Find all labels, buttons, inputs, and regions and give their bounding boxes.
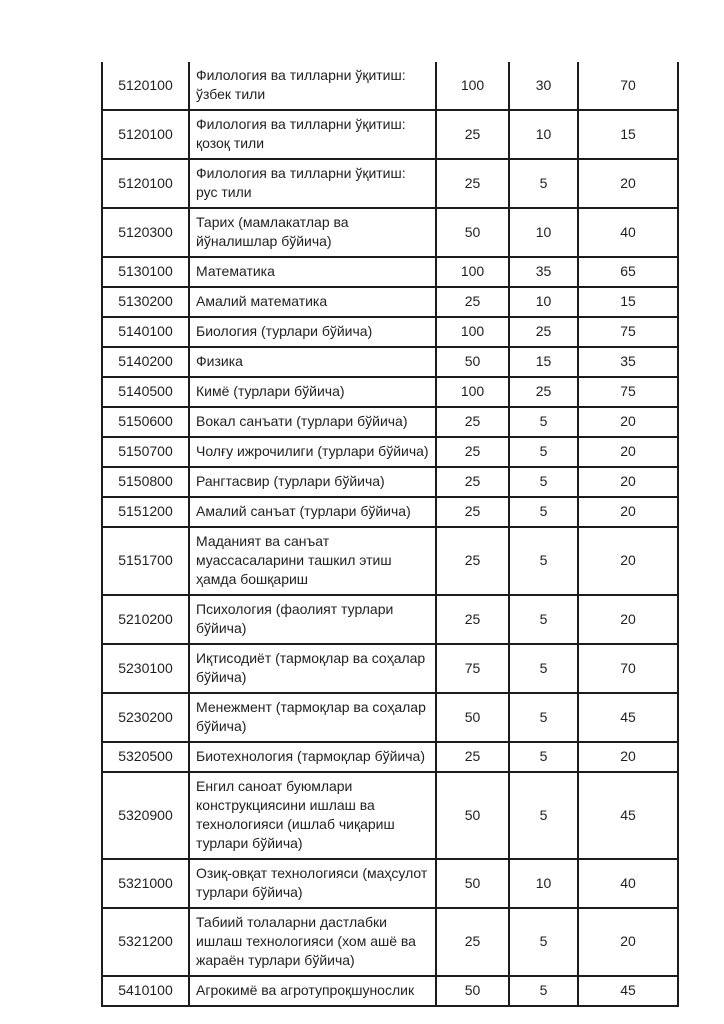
value-cell-1: 50 <box>436 693 509 742</box>
table-row <box>102 377 678 407</box>
value-cell-3: 40 <box>578 859 678 908</box>
code-cell: 5130100 <box>102 257 189 287</box>
value-cell-3: 20 <box>578 497 678 527</box>
name-cell: Амалий санъат (турлари бўйича) <box>189 497 436 527</box>
value-cell-2: 5 <box>509 497 578 527</box>
code-cell: 5151700 <box>102 527 189 595</box>
table-row <box>102 257 678 287</box>
value-cell-2: 5 <box>509 437 578 467</box>
value-cell-2: 5 <box>509 467 578 497</box>
value-cell-1: 50 <box>436 208 509 257</box>
table-row <box>102 317 678 347</box>
table-row <box>102 527 678 595</box>
code-cell: 5140100 <box>102 317 189 347</box>
code-cell: 5320500 <box>102 742 189 772</box>
name-cell: Рангтасвир (турлари бўйича) <box>189 467 436 497</box>
code-cell: 5210200 <box>102 595 189 644</box>
code-cell: 5120100 <box>102 62 189 110</box>
value-cell-3: 20 <box>578 407 678 437</box>
value-cell-3: 20 <box>578 467 678 497</box>
name-cell: Енгил саноат буюмлари конструкциясини ишлаш ва технологияси (ишлаб чиқариш турлари бўйича) <box>189 772 436 859</box>
value-cell-2: 10 <box>509 110 578 159</box>
value-cell-1: 50 <box>436 976 509 1006</box>
name-cell: Озиқ-овқат технологияси (маҳсулот турлари бўйича) <box>189 859 436 908</box>
value-cell-3: 20 <box>578 159 678 208</box>
table-row <box>102 497 678 527</box>
code-cell: 5410100 <box>102 976 189 1006</box>
value-cell-1: 25 <box>436 742 509 772</box>
table-body <box>102 62 678 1006</box>
table-row <box>102 976 678 1006</box>
code-cell: 5150600 <box>102 407 189 437</box>
name-cell: Чолғу ижрочилиги (турлари бўйича) <box>189 437 436 467</box>
name-cell: Маданият ва санъат муассасаларини ташкил этиш ҳамда бошқариш <box>189 527 436 595</box>
value-cell-3: 75 <box>578 317 678 347</box>
name-cell: Табиий толаларни дастлабки ишлаш технологияси (хом ашё ва жараён турлари бўйича) <box>189 908 436 976</box>
value-cell-2: 10 <box>509 208 578 257</box>
table-row <box>102 595 678 644</box>
value-cell-3: 45 <box>578 976 678 1006</box>
table-row <box>102 437 678 467</box>
code-cell: 5140500 <box>102 377 189 407</box>
table-row <box>102 742 678 772</box>
value-cell-3: 20 <box>578 437 678 467</box>
value-cell-3: 70 <box>578 644 678 693</box>
value-cell-3: 20 <box>578 908 678 976</box>
value-cell-1: 25 <box>436 497 509 527</box>
value-cell-2: 25 <box>509 377 578 407</box>
value-cell-3: 20 <box>578 527 678 595</box>
value-cell-2: 5 <box>509 908 578 976</box>
value-cell-1: 25 <box>436 110 509 159</box>
table-row <box>102 772 678 859</box>
value-cell-2: 5 <box>509 407 578 437</box>
table-row <box>102 644 678 693</box>
code-cell: 5321000 <box>102 859 189 908</box>
value-cell-1: 25 <box>436 467 509 497</box>
code-cell: 5230200 <box>102 693 189 742</box>
value-cell-1: 100 <box>436 62 509 110</box>
code-cell: 5120100 <box>102 159 189 208</box>
value-cell-1: 25 <box>436 287 509 317</box>
name-cell: Кимё (турлари бўйича) <box>189 377 436 407</box>
value-cell-1: 50 <box>436 859 509 908</box>
table-row <box>102 693 678 742</box>
specialties-table <box>101 62 679 1007</box>
name-cell: Филология ва тилларни ўқитиш: қозоқ тили <box>189 110 436 159</box>
value-cell-1: 25 <box>436 407 509 437</box>
value-cell-3: 20 <box>578 742 678 772</box>
value-cell-3: 15 <box>578 110 678 159</box>
value-cell-3: 20 <box>578 595 678 644</box>
code-cell: 5120300 <box>102 208 189 257</box>
value-cell-2: 5 <box>509 644 578 693</box>
code-cell: 5130200 <box>102 287 189 317</box>
value-cell-2: 30 <box>509 62 578 110</box>
table-row <box>102 208 678 257</box>
code-cell: 5120100 <box>102 110 189 159</box>
table-row <box>102 62 678 110</box>
name-cell: Вокал санъати (турлари бўйича) <box>189 407 436 437</box>
table-row <box>102 287 678 317</box>
name-cell: Биотехнология (тармоқлар бўйича) <box>189 742 436 772</box>
value-cell-3: 35 <box>578 347 678 377</box>
code-cell: 5151200 <box>102 497 189 527</box>
value-cell-1: 25 <box>436 595 509 644</box>
value-cell-1: 50 <box>436 772 509 859</box>
name-cell: Филология ва тилларни ўқитиш: рус тили <box>189 159 436 208</box>
table-row <box>102 110 678 159</box>
value-cell-3: 45 <box>578 772 678 859</box>
table-row <box>102 467 678 497</box>
value-cell-1: 25 <box>436 437 509 467</box>
name-cell: Менежмент (тармоқлар ва соҳалар бўйича) <box>189 693 436 742</box>
value-cell-1: 25 <box>436 527 509 595</box>
code-cell: 5150700 <box>102 437 189 467</box>
value-cell-3: 65 <box>578 257 678 287</box>
value-cell-3: 15 <box>578 287 678 317</box>
name-cell: Математика <box>189 257 436 287</box>
name-cell: Психология (фаолият турлари бўйича) <box>189 595 436 644</box>
value-cell-3: 75 <box>578 377 678 407</box>
name-cell: Филология ва тилларни ўқитиш: ўзбек тили <box>189 62 436 110</box>
value-cell-2: 10 <box>509 859 578 908</box>
value-cell-3: 70 <box>578 62 678 110</box>
code-cell: 5140200 <box>102 347 189 377</box>
value-cell-1: 75 <box>436 644 509 693</box>
value-cell-2: 25 <box>509 317 578 347</box>
value-cell-2: 15 <box>509 347 578 377</box>
code-cell: 5230100 <box>102 644 189 693</box>
name-cell: Агрокимё ва агротупроқшунослик <box>189 976 436 1006</box>
value-cell-3: 40 <box>578 208 678 257</box>
name-cell: Амалий математика <box>189 287 436 317</box>
name-cell: Тарих (мамлакатлар ва йўналишлар бўйича) <box>189 208 436 257</box>
code-cell: 5321200 <box>102 908 189 976</box>
code-cell: 5320900 <box>102 772 189 859</box>
value-cell-1: 100 <box>436 377 509 407</box>
value-cell-1: 100 <box>436 257 509 287</box>
value-cell-2: 10 <box>509 287 578 317</box>
value-cell-2: 5 <box>509 527 578 595</box>
value-cell-2: 5 <box>509 159 578 208</box>
name-cell: Биология (турлари бўйича) <box>189 317 436 347</box>
table-row <box>102 407 678 437</box>
value-cell-2: 5 <box>509 772 578 859</box>
value-cell-2: 5 <box>509 693 578 742</box>
value-cell-1: 25 <box>436 159 509 208</box>
value-cell-1: 100 <box>436 317 509 347</box>
value-cell-2: 5 <box>509 742 578 772</box>
value-cell-2: 5 <box>509 976 578 1006</box>
value-cell-3: 45 <box>578 693 678 742</box>
table-row <box>102 859 678 908</box>
name-cell: Иқтисодиёт (тармоқлар ва соҳалар бўйича) <box>189 644 436 693</box>
value-cell-1: 50 <box>436 347 509 377</box>
value-cell-2: 5 <box>509 595 578 644</box>
table-row <box>102 159 678 208</box>
code-cell: 5150800 <box>102 467 189 497</box>
table-row <box>102 347 678 377</box>
value-cell-2: 35 <box>509 257 578 287</box>
value-cell-1: 25 <box>436 908 509 976</box>
name-cell: Физика <box>189 347 436 377</box>
table-row <box>102 908 678 976</box>
